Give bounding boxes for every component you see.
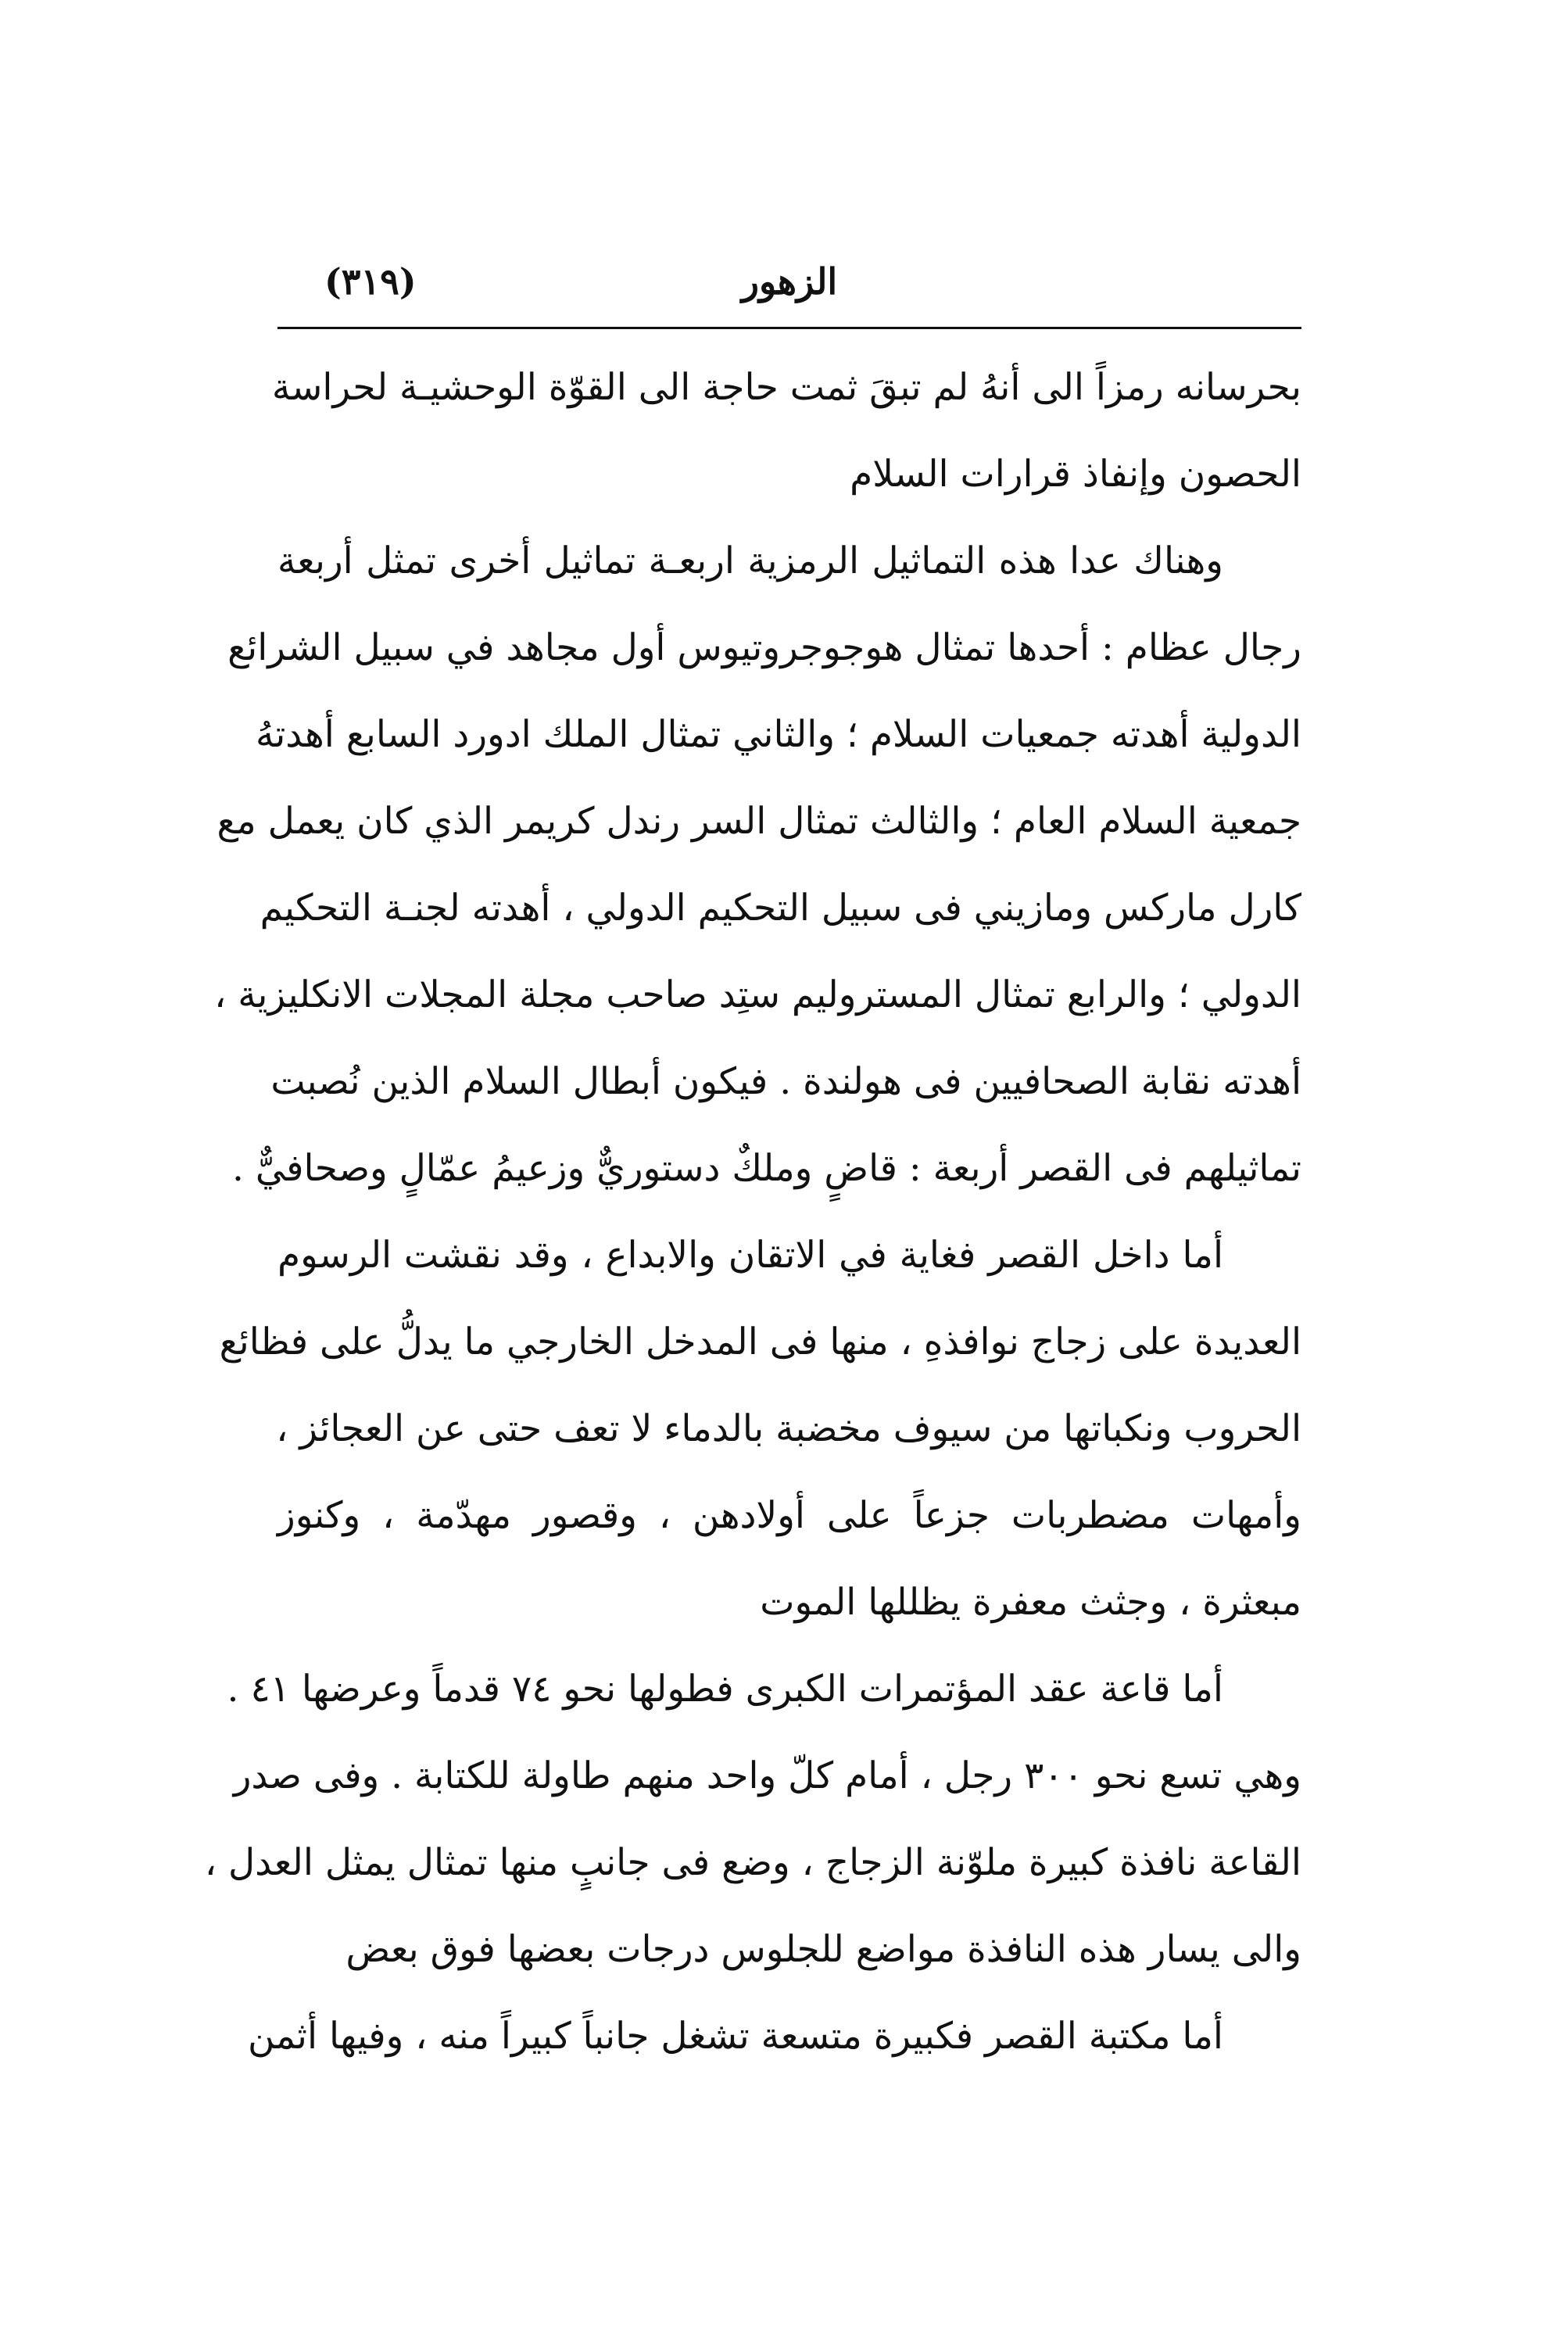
page-number: (٣١٩) bbox=[324, 260, 417, 303]
body-text bbox=[204, 344, 1301, 2080]
text-line: العديدة على زجاج نوافذهِ ، منها فى المدخل الخارجي ما يدلُّ على فظائع bbox=[219, 1320, 1301, 1363]
text-line: كارل ماركس ومازيني فى سبيل التحكيم الدولي ، أهدته لجنـة التحكيم bbox=[260, 887, 1301, 930]
text-line: رجال عظام : أحدها تمثال هوجوجروتيوس أول مجاهد في سبيل الشرائع bbox=[227, 626, 1301, 669]
text-line: الحروب ونكباتها من سيوف مخضبة بالدماء لا تعف حتى عن العجائز ، bbox=[276, 1407, 1301, 1450]
text-line: بحرسانه رمزاً الى أنهُ لم تبقَ ثمت حاجة الى القوّة الوحشيـة لحراسة bbox=[271, 366, 1301, 409]
text-line: وهناك عدا هذه التماثيل الرمزية اربعـة تماثيل أخرى تمثل أربعة bbox=[277, 539, 1223, 582]
text-line: الدولية أهدته جمعيات السلام ؛ والثاني تمثال الملك ادورد السابع أهدتهُ bbox=[256, 713, 1301, 756]
running-title: الزهور bbox=[741, 260, 838, 303]
text-line: وأمهات مضطربات جزعاً على أولادهن ، وقصور مهدّمة ، وكنوز bbox=[277, 1494, 1301, 1537]
text-line: وهي تسع نحو ٣٠٠ رجل ، أمام كلّ واحد منهم طاولة للكتابة . وفى صدر bbox=[233, 1754, 1301, 1797]
text-line: أما مكتبة القصر فكبيرة متسعة تشغل جانباً كبيراً منه ، وفيها أثمن bbox=[247, 2015, 1223, 2058]
page-header bbox=[277, 246, 1301, 324]
text-line: القاعة نافذة كبيرة ملوّنة الزجاج ، وضع فى جانبٍ منها تمثال يمثل العدل ، bbox=[204, 1841, 1301, 1884]
text-line: مبعثرة ، وجثث معفرة يظللها الموت bbox=[760, 1581, 1301, 1624]
text-line: جمعية السلام العام ؛ والثالث تمثال السر رندل كريمر الذي كان يعمل مع bbox=[217, 800, 1301, 843]
text-line: الحصون وإنفاذ قرارات السلام bbox=[850, 453, 1301, 496]
text-line: أما داخل القصر فغاية في الاتقان والابداع ، وقد نقشت الرسوم bbox=[277, 1234, 1223, 1277]
text-line: أهدته نقابة الصحافيين فى هولندة . فيكون أبطال السلام الذين نُصبت bbox=[270, 1060, 1301, 1103]
text-line: الدولي ؛ والرابع تمثال المستروليم ستِد صاحب مجلة المجلات الانكليزية ، bbox=[214, 973, 1301, 1016]
text-line: والى يسار هذه النافذة مواضع للجلوس درجات بعضها فوق بعض bbox=[345, 1928, 1301, 1971]
text-line: أما قاعة عقد المؤتمرات الكبرى فطولها نحو ٧٤ قدماً وعرضها ٤١ . bbox=[227, 1668, 1223, 1711]
header-rule bbox=[277, 327, 1301, 329]
text-line: تماثيلهم فى القصر أربعة : قاضٍ وملكٌ دستوريٌّ وزعيمُ عمّالٍ وصحافيٌّ . bbox=[231, 1147, 1301, 1190]
